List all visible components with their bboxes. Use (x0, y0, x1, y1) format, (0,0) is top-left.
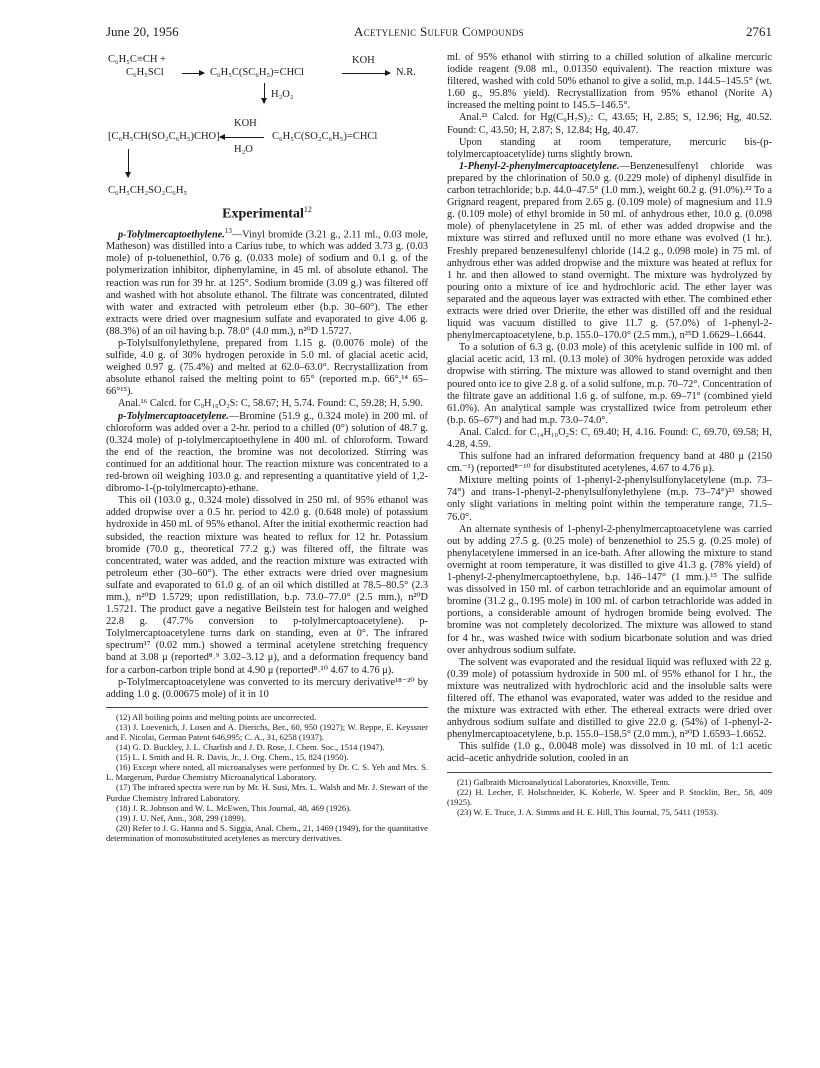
footnote-22: (22) H. Lecher, F. Holschneider, K. Koberle, W. Speer and P. Stocklin, Ber., 58, 409 (1925). (447, 786, 772, 807)
heading-footnote-ref: 12 (303, 205, 312, 214)
scheme-reagent-peroxide: H₂O₂ (271, 89, 294, 100)
left-column (106, 52, 428, 843)
scheme-reagent-water: H₂O (234, 144, 253, 155)
header-title: Acetylenic Sulfur Compounds (354, 24, 524, 39)
footnote-19: (19) J. U. Nef, Ann., 308, 299 (1899). (116, 812, 246, 823)
footnote-14: (14) G. D. Buckley, J. L. Charlish and J. D. Rose, J. Chem. Soc., 1514 (1947). (116, 742, 385, 753)
paragraph-analysis-1: Anal.¹⁶ Calcd. for C₉H₁₀O₂S: C, 58.67; H, 5.74. Found: C, 59.28; H, 5.90. (118, 398, 423, 410)
paragraph-title: 1-Phenyl-2-phenylmercaptoacetylene. (459, 160, 620, 172)
paragraph-tolylsulfonylethylene: p-Tolylsulfonylethylene, prepared from 1.15 g. (0.0076 mole) of the sulfide, 4.0 g. of 30% hydrogen peroxide in 5.0 ml. of glacial acetic acid, weighed 0.97 g. (75.4%) and melted at 62.0–63.0°. Recrystallization from absolute ethanol raised the melting point to 65° (reported m.p. 66°,¹⁴ 65–66°¹⁵). (106, 338, 428, 398)
header-page-number: 2761 (746, 24, 772, 39)
scheme-arrow-2 (342, 73, 390, 74)
footnote-13: (13) J. Loevenich, J. Losen and A. Dierichs, Ber., 60, 950 (1927); W. Reppe, E. Keyssner and F. Nicolai, German Patent 646,995; C. A., 31, 6258 (1937). (106, 721, 428, 743)
footnote-18: (18) J. R. Johnson and W. L. McEwen, This Journal, 48, 469 (1926). (116, 802, 352, 813)
scheme-arrow-3 (220, 137, 264, 138)
scheme-sulfone: C₆H₅C(SO₂C₆H₅)=CHCl (272, 131, 378, 142)
footnote-20: (20) Refer to J. G. Hanna and S. Siggia, Anal. Chem., 21, 1469 (1949), for the quantitative determination of monosubstituted acetylenes as mercury derivatives. (106, 822, 428, 843)
footnote-divider (447, 772, 772, 773)
scheme-arrow-down-1 (264, 83, 265, 103)
paragraph-tolylmercaptoacetylene: p-Tolylmercaptoacetylene.—Bromine (51.9 g., 0.324 mole) in 200 ml. of chloroform was added over a 2-hr. period to a chilled (0°) solution of 48.7 g. (0.324 mole) of p-tolylmercaptoethylene in 400 ml. of chloroform. Toward the end of the reaction, the bromine was not decolorized. Stirring was continued for an additional hour. The reaction mixture was concentrated to a red-brown oil weighing 103.0 g. and representing a quantitative yield of 1,2-dibromo-1-(p-tolylmercapto)-ethane. (106, 410, 428, 495)
reaction-scheme (106, 52, 428, 202)
scheme-product-1: C₆H₅C(SC₆H₅)=CHCl (210, 67, 305, 78)
footnote-21: (21) Galbraith Microanalytical Laboratories, Knoxville, Tenn. (457, 776, 671, 787)
footnote-15: (15) L. I. Smith and H. R. Davis, Jr., J. Org. Chem., 15, 824 (1950). (116, 752, 349, 763)
paragraph-analysis-2: Anal.²¹ Calcd. for Hg(C₉H₇S)₂: C, 43.65; H, 2.85; S, 12.96; Hg, 40.52. Found: C, 43.50; H, 2.87; S, 12.84; Hg, 40.47. (447, 112, 772, 136)
section-heading-experimental: Experimental$^{12}$ (222, 205, 312, 222)
page-header (106, 24, 772, 40)
paragraph-tolylmercaptoethylene: p-Tolylmercaptoethylene.$^{13}$—Vinyl bromide (3.21 g., 2.11 ml., 0.03 mole, Matheson) was distilled into a Carius tube, to which was added 3.73 g. (0.03 mole) of p-toluenethiol, 0.76 g. (0.033 mole) of sodium and 0.1 g. of the polymerization inhibitor, diphenylamine, in 45 ml. of absolute ethanol. The reaction was run for 39 hr. at 125°. Sodium bromide (3.09 g.) was filtered off and washed with hot absolute ethanol. The filtrate was concentrated, diluted with water and extracted with petroleum ether (b.p. 30–60°). The ether extracts were dried over magnesium sulfate and evaporated to give 4.06 g. (88.3%) of an oil having b.p. 78.0° (4.0 mm.), n²⁰D 1.5727. (106, 226, 428, 337)
paragraph-alternate-synthesis: An alternate synthesis of 1-phenyl-2-phenylmercaptoacetylene was carried out by adding 27.5 g. (0.25 mole) of benzenethiol to 25.5 g. (0.25 mole) of phenylacetylene immersed in an ice-bath. After allowing the mixture to stand overnight at room temperature, it was distilled to give 41.3 g. (78% yield) of 1-phenyl-2-phenylmercaptoethylene, b.p. 146–147° (1 mm.).¹⁵ The sulfide was dissolved in 150 ml. of carbon tetrachloride and an equimolar amount of bromine (31.2 g., 0.195 mole) in 100 ml. of carbon tetrachloride was added in portions, a considerable amount of hydrogen bromide being evolved. The bromine was not completely decolorized. The mixture was allowed to stand for 4 hr., was washed twice with sodium bicarbonate solution and was dried over anhydrous sodium sulfate. (447, 523, 772, 656)
paragraph-phenylmercaptoacetylene: 1-Phenyl-2-phenylmercaptoacetylene.—Benzenesulfenyl chloride was prepared by the chlorination of 50.0 g. (0.229 mole) of diphenyl disulfide in carbon tetrachloride; b.p. 44.0–47.5° (1.0 mm.), weight 60.2 g. (91.0%).²² To a Grignard reagent, prepared from 2.65 g. (0.109 mole) of magnesium and 11.9 g. (0.109 mole) of ethyl bromide in 50 ml. of anhydrous ether, 10.0 g. (0.098 mole) of phenylacetylene in 25 ml. of ether was added dropwise and the mixture was stirred and refluxed until no more ethane was evolved (1 hr.). Freshly prepared benzenesulfenyl chloride (14.2 g., 0.098 mole) in 75 ml. of anhydrous ether was added dropwise and the mixture was heated at reflux for 1 hr. and then allowed to stand overnight. The mixture was hydrolyzed by pouring onto a mixture of ice and hydrochloric acid. The ether layer was separated and the aqueous layer was extracted with ether. The combined ether extracts were dried over Drierite, the ether was distilled off and the residual liquid was vacuum distilled to give 11.7 g. (57.0%) of 1-phenyl-2-phenylmercaptoacetylene, b.p. 155.0–170.0° (2.5 mm.), n²⁵D 1.6629–1.6644. (447, 160, 772, 342)
paragraph-oxidation: To a solution of 6.3 g. (0.03 mole) of this acetylenic sulfide in 100 ml. of glacial acetic acid, 13 ml. (0.13 mole) of 30% hydrogen peroxide was added dropwise with stirring. The mixture was allowed to stand overnight and then poured onto ice to give 2.8 g. of a solid sulfone, m.p. 70–72°. Concentration of the filtrate gave an additional 1.6 g. of sulfone, m.p. 69–71° (combined yield 61.0%). An analytical sample was crystallized twice from petroleum ether (b.p. 65–67°) and had m.p. 73.0–74.0°. (447, 342, 772, 426)
paragraph-dehydrobromination: This oil (103.0 g., 0.324 mole) dissolved in 250 ml. of 95% ethanol was added dropwise over a 0.5 hr. period to 42.0 g. (0.648 mole) of potassium hydroxide in 450 ml. of 95% ethanol. After the initial exothermic reaction had subsided, the reaction mixture was heated to reflux for 12 hr. Potassium bromide (70.0 g., theoretical 77.2 g.) was filtered off, the filtrate was concentrated, water was added, and the reaction mixture was extracted with petroleum ether (30–60°). The ether extracts were dried over magnesium sulfate and evaporated to 61.0 g. of an oil which distilled at 78.5–80.5° (2.3 mm.), n²⁰D 1.5729; upon redistillation, b.p. 73.0–77.0° (2.5 mm.), n²⁰D 1.5721. The product gave a negative Beilstein test for halogen and weighed 22.8 g. (47.7% conversion to p-tolylmercaptoacetylene). p-Tolylmercaptoacetylene turns dark on standing, even at 0°. The infrared spectrum¹⁷ (0.02 mm.) showed a terminal acetylene stretching frequency band at 3.08 μ (reported⁸˒⁹ 3.02–3.12 μ), and a deformation frequency band for a carbon-carbon triple bond at 4.90 μ (reported⁸˒¹⁰ 4.67 to 4.76 μ). (106, 495, 428, 676)
footnote-17: (17) The infrared spectra were run by Mr. H. Susi, Mrs. L. Walsh and Mr. J. Stewart of the Purdue Chemistry Infrared Laboratory. (106, 782, 428, 803)
scheme-arrow-1 (182, 73, 204, 74)
paragraph-analysis-3: Anal. Calcd. for C₁₄H₁₀O₂S: C, 69.40; H, 4.16. Found: C, 69.70, 69.58; H, 4.28, 4.59. (447, 426, 772, 450)
scheme-reagent-koh-2: KOH (234, 118, 257, 129)
paragraph-standing: Upon standing at room temperature, mercuric bis-(p-tolylmercaptoacetylide) turns slightly brown. (447, 136, 772, 160)
left-footnotes (106, 712, 428, 843)
scheme-arrow-down-2 (128, 149, 129, 177)
paragraph-mixture-mp: Mixture melting points of 1-phenyl-2-phenylsulfonylacetylene (m.p. 73–74°) and trans-1-phenyl-2-phenylsulfonylethylene (m.p. 73–74°)²³ showed only slight variations in melting point within the temperature range, 71.5–76.0°. (447, 475, 772, 523)
scheme-final-product: C₆H₅CH₂SO₂C₆H₅ (108, 185, 188, 196)
right-footnotes (447, 777, 772, 817)
paragraph-sulfide-dissolved: This sulfide (1.0 g., 0.0048 mole) was dissolved in 10 ml. of 1:1 acetic acid–acetic anhydride solution, cooled in an (447, 741, 772, 765)
scheme-intermediate: [C₆H₅CH(SO₂C₆H₅)CHO] (108, 131, 220, 142)
scheme-reactant-2: C₆H₅SCl (126, 67, 164, 78)
scheme-no-reaction: N.R. (396, 67, 416, 78)
paragraph-mercury-derivative: p-Tolylmercaptoacetylene was converted to its mercury derivative¹⁸⁻²⁰ by adding 1.0 g. (0.00675 mole) of it in 10 (106, 676, 428, 700)
header-date: June 20, 1956 (106, 24, 179, 39)
footnote-23: (23) W. E. Truce, J. A. Simms and H. E. Hill, This Journal, 75, 5411 (1953). (457, 806, 719, 817)
paragraph-title: p-Tolylmercaptoacetylene. (118, 410, 229, 422)
paragraph-reflux: The solvent was evaporated and the residual liquid was refluxed with 22 g. (0.39 mole) of potassium hydroxide in 500 ml. of 95% ethanol for 1 hr., the mixture was neutralized with hydrochloric acid and the insoluble salts were filtered off. The ethanol was evaporated, water was added to the residue and the mixture was extracted with ether. The ethereal extracts were dried over anhydrous sodium sulfate and distilled to give 22.0 g. (54%) of 1-phenyl-2-phenylmercaptoacetylene, b.p. 155.0–158.5° (2.0 mm.), n²⁰D 1.6593–1.6652. (447, 656, 772, 741)
right-column (447, 52, 772, 817)
footnote-12: (12) All boiling points and melting points are uncorrected. (116, 711, 317, 722)
footnote-16: (16) Except where noted, all microanalyses were performed by Dr. C. S. Yeh and Mrs. S. L. Margerum, Purdue Chemistry Microanalytical Laboratory. (106, 762, 428, 783)
footnote-divider (106, 707, 428, 708)
paragraph-infrared: This sulfone had an infrared deformation frequency band at 480 μ (2150 cm.⁻¹) (reported⁸⁻¹⁰ for disubstituted acetylenes, 4.67 to 4.76 μ). (447, 451, 772, 475)
paragraph-title: p-Tolylmercaptoethylene. (118, 229, 225, 241)
paragraph-mercury-continued: ml. of 95% ethanol with stirring to a chilled solution of alkaline mercuric iodide reagent (9.08 ml., 0.01350 equivalent). The reaction mixture was filtered, washed with cold 50% ethanol to give a solid, m.p. 144.5–145.5° (wt. 1.60 g., 95.8% yield). Recrystallization from 95% ethanol (Norite A) increased the melting point to 145.5–146.5°. (447, 52, 772, 112)
scheme-reagent-koh-1: KOH (352, 55, 375, 66)
paragraph-footnote-ref: 13 (224, 226, 232, 235)
scheme-reactant-1: C₆H₅C≡CH + (108, 54, 166, 65)
